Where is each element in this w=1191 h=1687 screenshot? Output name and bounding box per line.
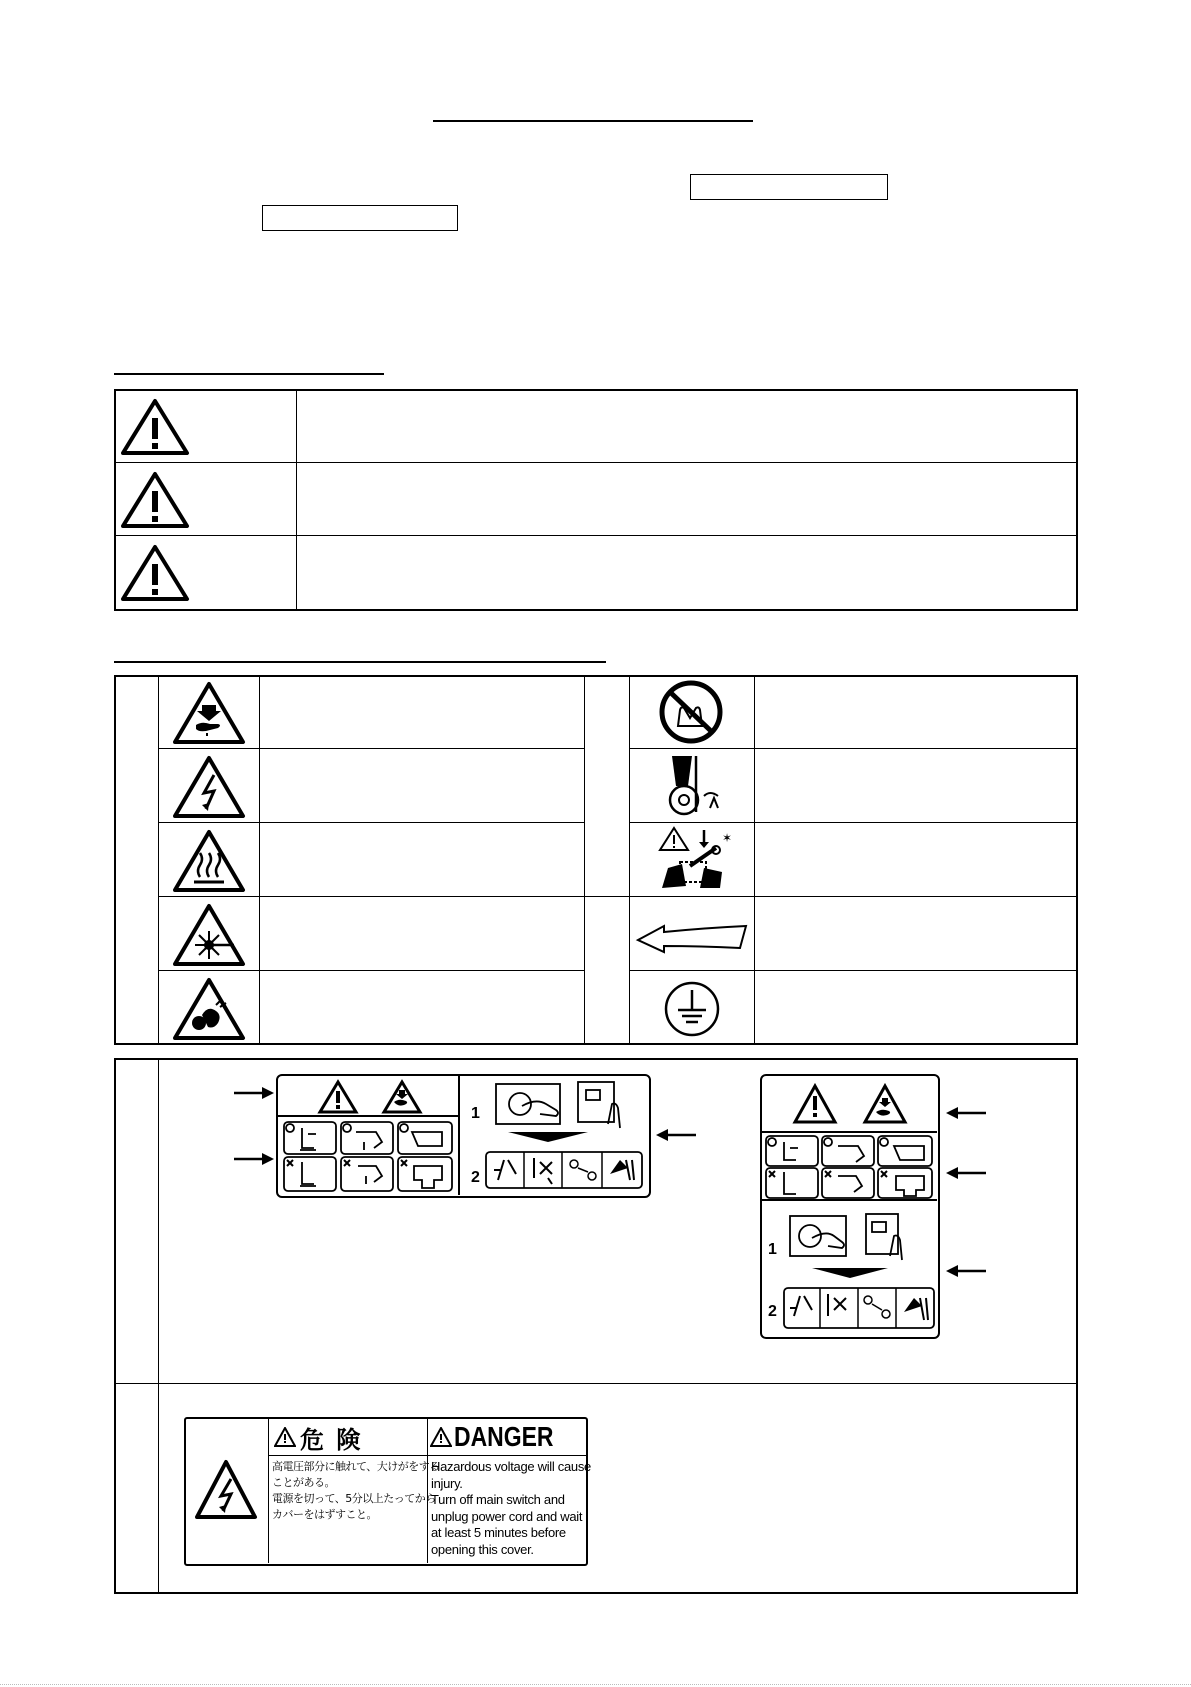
ground-icon: [660, 980, 724, 1038]
warning-label-vertical-art: [762, 1076, 937, 1336]
symbols-divider-h: [629, 822, 1078, 823]
entanglement-icon: [172, 977, 246, 1041]
danger-label-divider-h: [268, 1455, 586, 1456]
signal-words-divider-h1: [114, 462, 1078, 463]
danger-label: [184, 1417, 591, 1566]
danger-label-divider-1: [268, 1419, 269, 1563]
warning-triangle-icon: [320, 1082, 356, 1112]
pointer-arrow-icon: [946, 1106, 986, 1120]
pointer-arrow-icon: [234, 1152, 274, 1166]
electric-shock-icon: [194, 1459, 258, 1521]
warning-triangle-icon: [795, 1086, 835, 1122]
danger-en-line: unplug power cord and wait: [431, 1508, 583, 1524]
hand-injury-icon: [865, 1086, 905, 1122]
danger-en-line: injury.: [431, 1475, 463, 1491]
danger-en-line: Turn off main switch and: [431, 1492, 565, 1507]
warning-label-horizontal-art: [278, 1076, 648, 1195]
danger-en-line: Hazardous voltage will cause: [431, 1459, 591, 1474]
warning-label-vertical: [760, 1074, 940, 1339]
symbols-divider-h: [158, 970, 584, 971]
danger-jp-line: 電源を切って、5分以上たってから: [272, 1492, 436, 1505]
symbols-divider-h: [584, 896, 1078, 897]
step-2-number: 2: [471, 1169, 480, 1186]
hot-surface-icon: [172, 829, 246, 893]
signal-word-row: [120, 471, 190, 529]
symbol-cell: [656, 826, 736, 892]
symbols-divider-h: [158, 748, 584, 749]
symbols-divider-h: [629, 970, 1078, 971]
pointer-arrow-icon: [946, 1264, 986, 1278]
signal-word-row: [120, 398, 190, 456]
symbols-divider-h: [629, 748, 1078, 749]
pointer-arrow-icon: [234, 1086, 274, 1100]
warning-label-horizontal: [276, 1074, 651, 1198]
step-1-number: 1: [768, 1241, 777, 1258]
symbol-cell: [172, 977, 246, 1041]
symbol-cell: [172, 681, 246, 745]
page-footer-rule: [0, 1684, 1191, 1685]
signal-words-table: [114, 389, 1078, 611]
warning-triangle-icon: [120, 398, 190, 456]
labels-heading-underline: [114, 661, 606, 663]
danger-en-line: opening this cover.: [431, 1541, 534, 1557]
direction-arrow-icon: [634, 920, 750, 956]
label-placement-divider-v: [158, 1058, 159, 1594]
symbol-cell: [660, 980, 724, 1038]
symbols-divider-h: [158, 822, 584, 823]
electric-shock-icon: [172, 755, 246, 819]
step-2-number: 2: [768, 1303, 777, 1320]
danger-jp-line: 高電圧部分に触れて、大けがをする: [272, 1460, 440, 1473]
danger-jp-title-row: [274, 1421, 362, 1453]
danger-en-title-row: [430, 1421, 575, 1453]
warning-triangle-icon: [120, 471, 190, 529]
title-underline: [433, 120, 753, 122]
step-2-pictograms: [486, 1152, 642, 1188]
danger-jp-text: [272, 1459, 440, 1523]
symbols-divider-v5: [754, 675, 755, 1045]
reference-box-1: [690, 174, 888, 200]
signal-word-row: [120, 544, 190, 602]
signal-words-divider-h2: [114, 535, 1078, 536]
danger-label-divider-2: [427, 1419, 428, 1563]
power-switch-pictogram: [496, 1082, 620, 1128]
symbol-cell: [660, 752, 732, 818]
label-placement-divider-h: [114, 1383, 1078, 1384]
symbol-cell: [172, 903, 246, 967]
warning-triangle-icon: [430, 1427, 452, 1447]
signal-words-divider-v: [296, 389, 297, 611]
danger-en-line: at least 5 minutes before: [431, 1525, 566, 1540]
danger-en-text: [431, 1459, 591, 1558]
laser-icon: [172, 903, 246, 967]
symbol-cell: [634, 920, 750, 956]
warning-triangle-icon: [120, 544, 190, 602]
no-touch-icon: [656, 680, 726, 744]
hand-injury-icon: [172, 681, 246, 745]
pointer-arrow-icon: [946, 1166, 986, 1180]
danger-jp-title: 危 険: [300, 1425, 363, 1454]
signal-words-heading-underline: [114, 373, 384, 375]
symbols-divider-v2: [259, 675, 260, 1045]
symbols-divider-v3: [584, 675, 585, 1045]
symbols-divider-h: [158, 896, 584, 897]
symbol-cell: [656, 680, 726, 744]
danger-en-title: DANGER: [454, 1421, 554, 1452]
danger-jp-line: ことがある。: [272, 1476, 335, 1489]
power-switch-pictogram: [790, 1214, 902, 1260]
symbols-divider-v4: [629, 675, 630, 1045]
symbol-cell: [172, 755, 246, 819]
hand-injury-icon: [384, 1082, 420, 1112]
danger-jp-line: カバーをはずすこと。: [272, 1508, 377, 1521]
needle-caution-icon: [656, 826, 736, 892]
reference-box-2: [262, 205, 458, 231]
symbols-divider-v1: [158, 675, 159, 1045]
step-2-pictograms: [784, 1288, 934, 1328]
svg-text:✶: ✶: [722, 831, 733, 845]
symbol-cell: [172, 829, 246, 893]
step-1-number: 1: [471, 1105, 480, 1122]
warning-triangle-icon: [274, 1427, 296, 1447]
pulley-caution-icon: [660, 752, 732, 818]
pointer-arrow-icon: [656, 1128, 696, 1142]
